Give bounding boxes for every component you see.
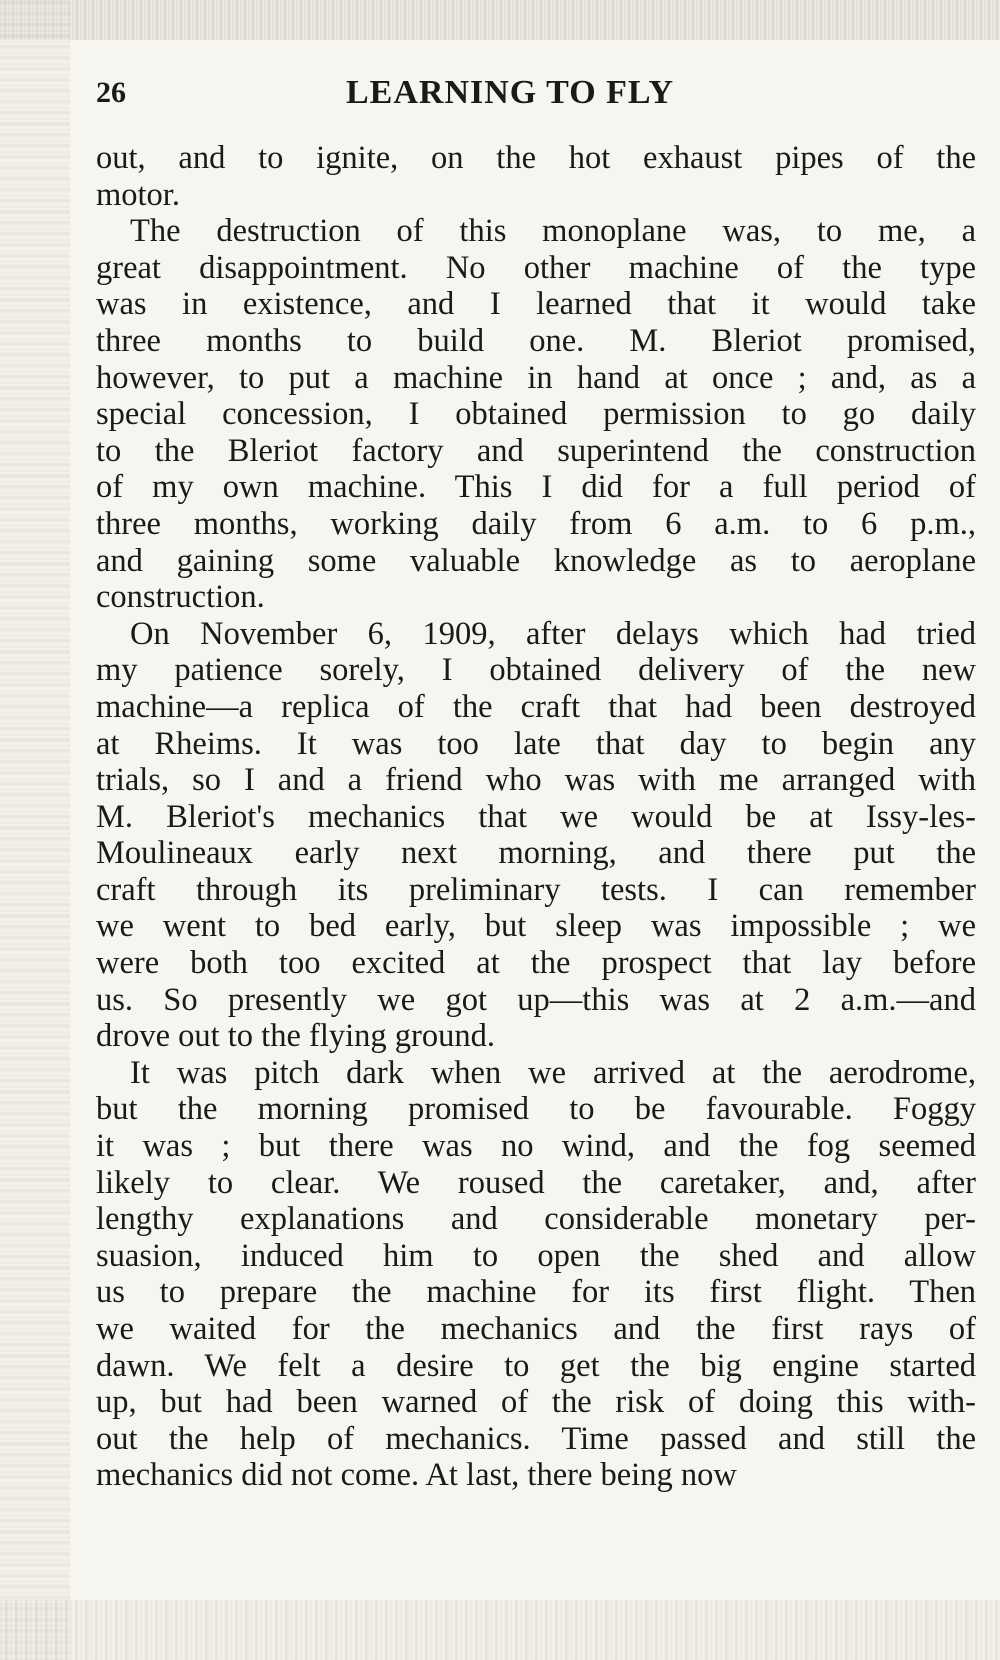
text-line: trials, so I and a friend who was with me arranged with (96, 762, 976, 799)
text-line: On November 6, 1909, after delays which had tried (130, 615, 976, 652)
text-line: up, but had been warned of the risk of doing this with- (96, 1384, 976, 1421)
text-line: we went to bed early, but sleep was impossible ; we (96, 908, 976, 945)
text-line: construction. (96, 579, 265, 616)
scan-edge-top (0, 0, 1000, 40)
text-line: out the help of mechanics. Time passed and still the (96, 1420, 976, 1457)
text-line: Moulineaux early next morning, and there put the (96, 835, 976, 872)
text-line: out, and to ignite, on the hot exhaust pipes of the (96, 140, 976, 176)
text-line: craft through its preliminary tests. I can remember (96, 871, 976, 908)
text-line: at Rheims. It was too late that day to begin any (96, 725, 976, 762)
text-line: lengthy explanations and considerable monetary per- (96, 1201, 976, 1238)
text-line: and gaining some valuable knowledge as to aeroplane (96, 542, 976, 579)
page-number: 26 (96, 76, 126, 109)
running-head: LEARNING TO FLY (346, 74, 675, 111)
paragraph (96, 616, 976, 1055)
text-line: of my own machine. This I did for a full period of (96, 469, 976, 506)
text-line: three months, working daily from 6 a.m. to 6 p.m., (96, 505, 976, 542)
text-line: my patience sorely, I obtained delivery of the new (96, 652, 976, 689)
text-line: drove out to the flying ground. (96, 1018, 495, 1055)
page-header (96, 70, 976, 120)
text-line: motor. (96, 176, 180, 213)
scan-edge-bottom (0, 1600, 1000, 1660)
text-line: were both too excited at the prospect that lay before (96, 945, 976, 982)
paragraph (96, 1055, 976, 1494)
text-line: us. So presently we got up—this was at 2 a.m.—and (96, 981, 976, 1018)
text-line: mechanics did not come. At last, there being now (96, 1457, 737, 1494)
text-line: The destruction of this monoplane was, to me, a (130, 213, 976, 250)
text-line: machine—a replica of the craft that had been destroyed (96, 688, 976, 725)
body-text (96, 140, 976, 1494)
text-line: great disappointment. No other machine of the type (96, 249, 976, 286)
text-line: M. Bleriot's mechanics that we would be at Issy-les- (96, 798, 976, 835)
scan-edge-left (0, 0, 70, 1660)
text-line: three months to build one. M. Bleriot promised, (96, 322, 976, 359)
text-line: to the Bleriot factory and superintend the construction (96, 432, 976, 469)
text-line: it was ; but there was no wind, and the fog seemed (96, 1128, 976, 1165)
paragraph (96, 213, 976, 616)
text-line: however, to put a machine in hand at once ; and, as a (96, 359, 976, 396)
text-line: was in existence, and I learned that it would take (96, 286, 976, 323)
paragraph (96, 140, 976, 213)
text-line: It was pitch dark when we arrived at the aerodrome, (130, 1054, 976, 1091)
text-line: but the morning promised to be favourable. Foggy (96, 1091, 976, 1128)
text-line: suasion, induced him to open the shed and allow (96, 1237, 976, 1274)
text-line: likely to clear. We roused the caretaker, and, after (96, 1164, 976, 1201)
text-line: dawn. We felt a desire to get the big engine started (96, 1347, 976, 1384)
text-line: special concession, I obtained permission to go daily (96, 396, 976, 433)
text-line: we waited for the mechanics and the first rays of (96, 1311, 976, 1347)
text-line: us to prepare the machine for its first flight. Then (96, 1274, 976, 1311)
